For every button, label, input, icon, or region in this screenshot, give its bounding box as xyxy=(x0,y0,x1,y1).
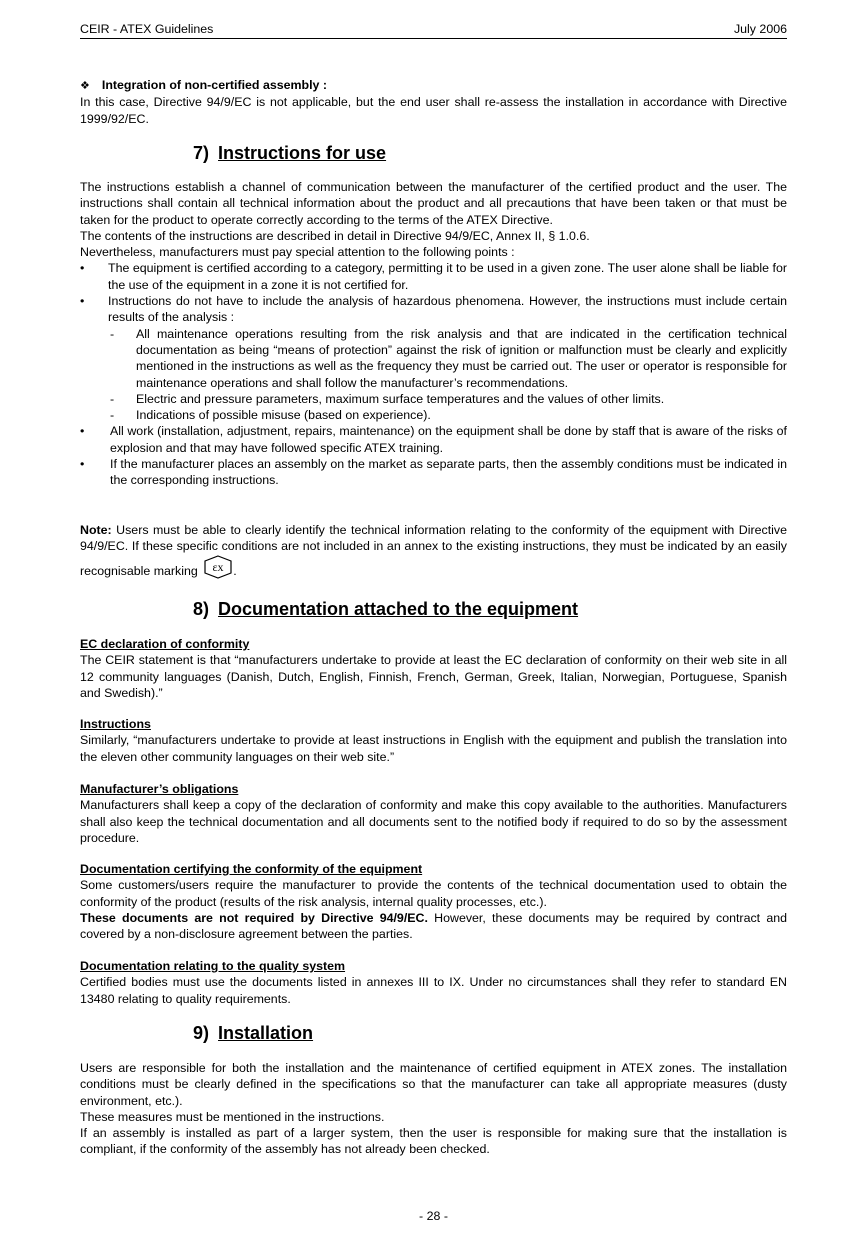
integration-text: In this case, Directive 94/9/EC is not applicable, but the end user shall re-assess the installation in accordance with Directive 1999/92/EC. xyxy=(80,95,787,126)
section-9-heading xyxy=(80,1022,787,1044)
list-item: - All maintenance operations resulting from the risk analysis and that are indicated in the certification technical documentation as being “means of protection” against the risk of ignition or malfunction must be clearly and explicitly mentioned in the instructions as well as the frequency they must be carried out. The user or operator is responsible for maintenance operations and shall follow the manufacturer’s recommendations. xyxy=(110,326,787,390)
subheading: Documentation relating to the quality system xyxy=(80,959,346,973)
section-8-heading xyxy=(80,598,787,620)
section-7-body xyxy=(80,179,787,489)
paragraph: Some customers/users require the manufacturer to provide the contents of the technical documentation used to obtain the conformity of the product (results of the risk analysis, internal quality processes, etc.). xyxy=(80,878,787,909)
paragraph: The instructions establish a channel of communication between the manufacturer of the certified product and the user. The instructions shall contain all technical information about the product and all precautions that have been taken or that must be taken for the product to operate correctly according to the terms of the ATEX Directive. xyxy=(80,180,787,227)
ex-marking-icon xyxy=(203,555,233,583)
bullet-icon: • xyxy=(80,261,85,276)
section-7-heading xyxy=(80,142,787,164)
quality-system-block xyxy=(80,958,787,1007)
diamond-bullet-icon: ❖ xyxy=(80,80,90,92)
paragraph: Certified bodies must use the documents listed in annexes III to IX. Under no circumstances shall they refer to standard EN 13480 relating to quality requirements. xyxy=(80,975,787,1006)
section-number: 7) xyxy=(193,143,210,163)
paragraph: Users are responsible for both the installation and the maintenance of certified equipment in ATEX zones. The installation conditions must be clearly defined in the specifications so that the manufacturer can take all appropriate measures (dusty environment, etc.). xyxy=(80,1061,787,1108)
list-item: - Indications of possible misuse (based on experience). xyxy=(110,408,431,423)
paragraph: Similarly, “manufacturers undertake to provide at least instructions in English with the equipment and publish the translation into the eleven other community languages on their web site.” xyxy=(80,733,787,764)
certifying-docs-block xyxy=(80,861,787,942)
paragraph: These measures must be mentioned in the instructions. xyxy=(80,1109,385,1124)
list-item: • Instructions do not have to include the analysis of hazardous phenomena. However, the instructions must include certain results of the analysis : - All maintenance operations resulting from the risk analysis and that are indicated in the certification technical documentation as being “means of protection” against the risk of ignition or malfunction must be clearly and explicitly mentioned in the instructions as well as the frequency they must be carried out. The user or operator is responsible for maintenance operations and shall follow the manufacturer’s recommendations. - Electric and pressure parameters, maximum surface temperatures and the values of other limits. - Indications of possible misuse (based on experience). xyxy=(80,294,787,423)
paragraph: Nevertheless, manufacturers must pay special attention to the following points : xyxy=(80,245,515,260)
ec-declaration-block xyxy=(80,636,787,701)
paragraph: If an assembly is installed as part of a larger system, then the user is responsible for making sure that the installation is compliant, if the conformity of the assembly has not already been checked. xyxy=(80,1126,787,1157)
list-item: • If the manufacturer places an assembly on the market as separate parts, then the assembly conditions must be indicated in the corresponding instructions. xyxy=(80,457,787,488)
paragraph: Manufacturers shall keep a copy of the declaration of conformity and make this copy available to the authorities. Manufacturers shall also keep the technical documentation and all documents sent to the notified body if required to do so by the assessment procedure. xyxy=(80,798,787,845)
list-item: • All work (installation, adjustment, repairs, maintenance) on the equipment shall be done by staff that is aware of the risks of explosion and that may have followed specific ATEX training. xyxy=(80,424,787,455)
paragraph: These documents are not required by Directive 94/9/EC. However, these documents may be required by contract and covered by a non-disclosure agreement between the parties. xyxy=(80,910,787,942)
integration-heading: ❖ Integration of non-certified assembly : xyxy=(80,78,327,92)
dash-icon: - xyxy=(110,391,115,406)
note-label: Note: xyxy=(80,523,112,537)
section-9-body xyxy=(80,1060,787,1158)
list-item: • The equipment is certified according to a category, permitting it to be used in a given zone. The user alone shall be liable for the use of the equipment in a zone it is not certified for. xyxy=(80,261,787,292)
note-paragraph: Note: Users must be able to clearly identify the technical information relating to the conformity of the equipment with Directive 94/9/EC. If these specific conditions are not included in an annex to the existing instructions, they must be indicated by an easily recognisable marking εx . xyxy=(80,522,787,583)
obligations-block xyxy=(80,781,787,846)
page-header xyxy=(80,21,787,39)
dash-icon: - xyxy=(110,408,115,423)
section-title: Installation xyxy=(218,1023,314,1043)
bullet-icon: • xyxy=(80,457,85,472)
paragraph: The contents of the instructions are described in detail in Directive 94/9/EC, Annex II, § 1.0.6. xyxy=(80,228,590,243)
subheading: Documentation certifying the conformity of the equipment xyxy=(80,862,423,876)
section-title: Instructions for use xyxy=(218,143,387,163)
header-title: CEIR - ATEX Guidelines xyxy=(80,22,214,36)
subheading: Instructions xyxy=(80,717,151,731)
section-title: Documentation attached to the equipment xyxy=(218,599,579,619)
bullet-list xyxy=(80,260,787,488)
integration-block xyxy=(80,77,787,127)
bullet-icon: • xyxy=(80,424,85,439)
dash-list xyxy=(108,326,787,424)
section-number: 8) xyxy=(193,599,210,619)
section-number: 9) xyxy=(193,1023,210,1043)
paragraph: The CEIR statement is that “manufacturers undertake to provide at least the EC declaration of conformity on their web site in all 12 community languages (Danish, Dutch, English, Finnish, French, German, Greek, Italian, Norwegian, Portuguese, Spanish and Swedish).” xyxy=(80,653,787,700)
bullet-icon: • xyxy=(80,294,85,309)
svg-text:εx: εx xyxy=(212,559,224,574)
note-block xyxy=(80,522,787,583)
header-date: July 2006 xyxy=(733,22,787,36)
dash-icon: - xyxy=(110,326,115,341)
page-number: - 28 - xyxy=(419,1209,448,1223)
list-item: - Electric and pressure parameters, maximum surface temperatures and the values of other limits. xyxy=(110,391,665,406)
subheading: Manufacturer’s obligations xyxy=(80,782,239,796)
instructions-block xyxy=(80,716,787,765)
subheading: EC declaration of conformity xyxy=(80,637,250,651)
